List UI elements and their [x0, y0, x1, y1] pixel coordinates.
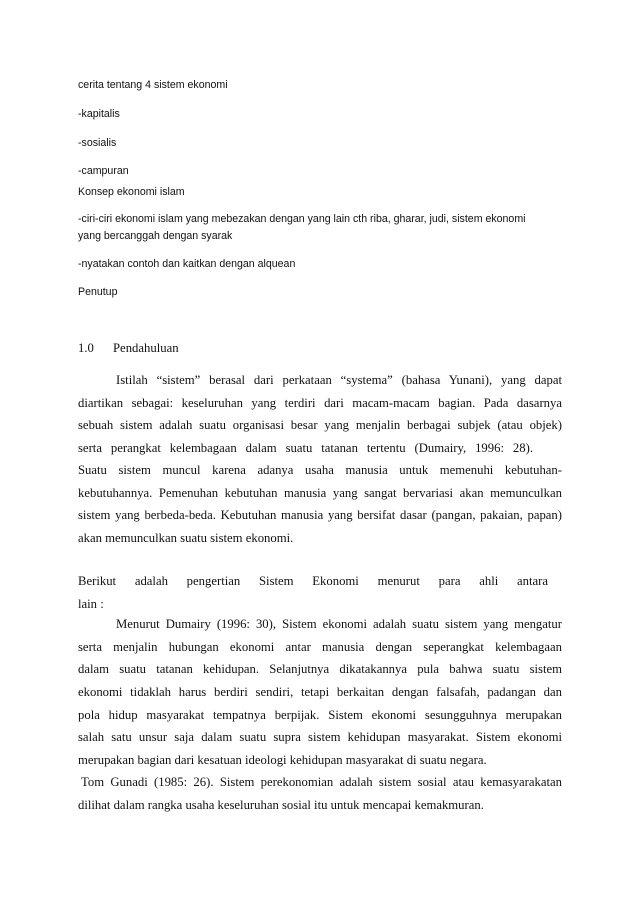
outline-item-konsep: Konsep ekonomi islam: [78, 186, 185, 198]
intro2-line: lain :: [78, 597, 104, 611]
paragraph2-line: Menurut Dumairy (1996: 30), Sistem ekonomi adalah suatu sistem yang mengatur: [116, 617, 562, 631]
paragraph1-line: diartikan sebagai: keseluruhan yang terdiri dari macam-macam bagian. Pada dasarnya: [78, 396, 562, 410]
paragraph3-line: dilihat dalam rangka usaha keseluruhan sosial itu untuk mencapai kemakmuran.: [78, 798, 484, 812]
paragraph2-line: serta menjalin hubungan ekonomi antar manusia dengan seperangkat kelembagaan: [78, 640, 562, 654]
paragraph1-line: akan memunculkan suatu sistem ekonomi.: [78, 531, 294, 545]
paragraph2-line: dalam suatu tatanan kehidupan. Selanjutnya dikatakannya pula bahwa suatu sistem: [78, 662, 562, 676]
paragraph1-line: sistem yang berbeda-beda. Kebutuhan manusia yang bersifat dasar (pangan, pakaian, papan): [78, 508, 562, 522]
outline-item-kapitalis: -kapitalis: [78, 108, 120, 120]
paragraph2-line: ekonomi tidaklah harus berdiri sendiri, tetapi berkaitan dengan falsafah, padangan dan: [78, 685, 562, 699]
paragraph2-line: pola hidup masyarakat tempatnya berpijak. Sistem ekonomi sesungguhnya merupakan: [78, 708, 562, 722]
outline-item-sosialis: -sosialis: [78, 137, 117, 149]
paragraph2-line: merupakan bagian dari kesatuan ideologi kehidupan masyarakat di suatu negara.: [78, 753, 487, 767]
outline-item-penutup: Penutup: [78, 286, 118, 298]
paragraph1-line: serta perangkat kelembagaan dalam suatu tatanan tertentu (Dumairy, 1996: 28).: [78, 441, 533, 455]
paragraph2-line: salah satu unsur saja dalam suatu supra sistem kehidupan masyarakat. Sistem ekonomi: [78, 730, 562, 744]
outline-item-campuran: -campuran: [78, 165, 129, 177]
paragraph3-line: Tom Gunadi (1985: 26). Sistem perekonomian adalah sistem sosial atau kemasyarakatan: [81, 775, 562, 789]
paragraph1-line: Istilah “sistem” berasal dari perkataan “systema” (bahasa Yunani), yang dapat: [116, 373, 562, 387]
outline-item-ciri-line1: -ciri-ciri ekonomi islam yang mebezakan dengan yang lain cth riba, gharar, judi, sistem ekonomi: [78, 213, 526, 225]
section-number: 1.0: [78, 341, 94, 355]
outline-title: cerita tentang 4 sistem ekonomi: [78, 79, 228, 91]
outline-item-ciri-line2: yang bercanggah dengan syarak: [78, 230, 233, 242]
section-title: Pendahuluan: [113, 341, 179, 355]
paragraph1-line: kebutuhannya. Pemenuhan kebutuhan manusia yang sangat bervariasi akan memunculkan: [78, 486, 562, 500]
paragraph1-line: sebuah sistem adalah suatu organisasi besar yang menjalin berbagai subjek (atau objek): [78, 418, 562, 432]
outline-item-contoh: -nyatakan contoh dan kaitkan dengan alquean: [78, 258, 296, 270]
paragraph1-line: Suatu sistem muncul karena adanya usaha manusia untuk memenuhi kebutuhan-: [78, 463, 562, 477]
intro2-line: Berikut adalah pengertian Sistem Ekonomi menurut para ahli antara: [78, 574, 548, 588]
